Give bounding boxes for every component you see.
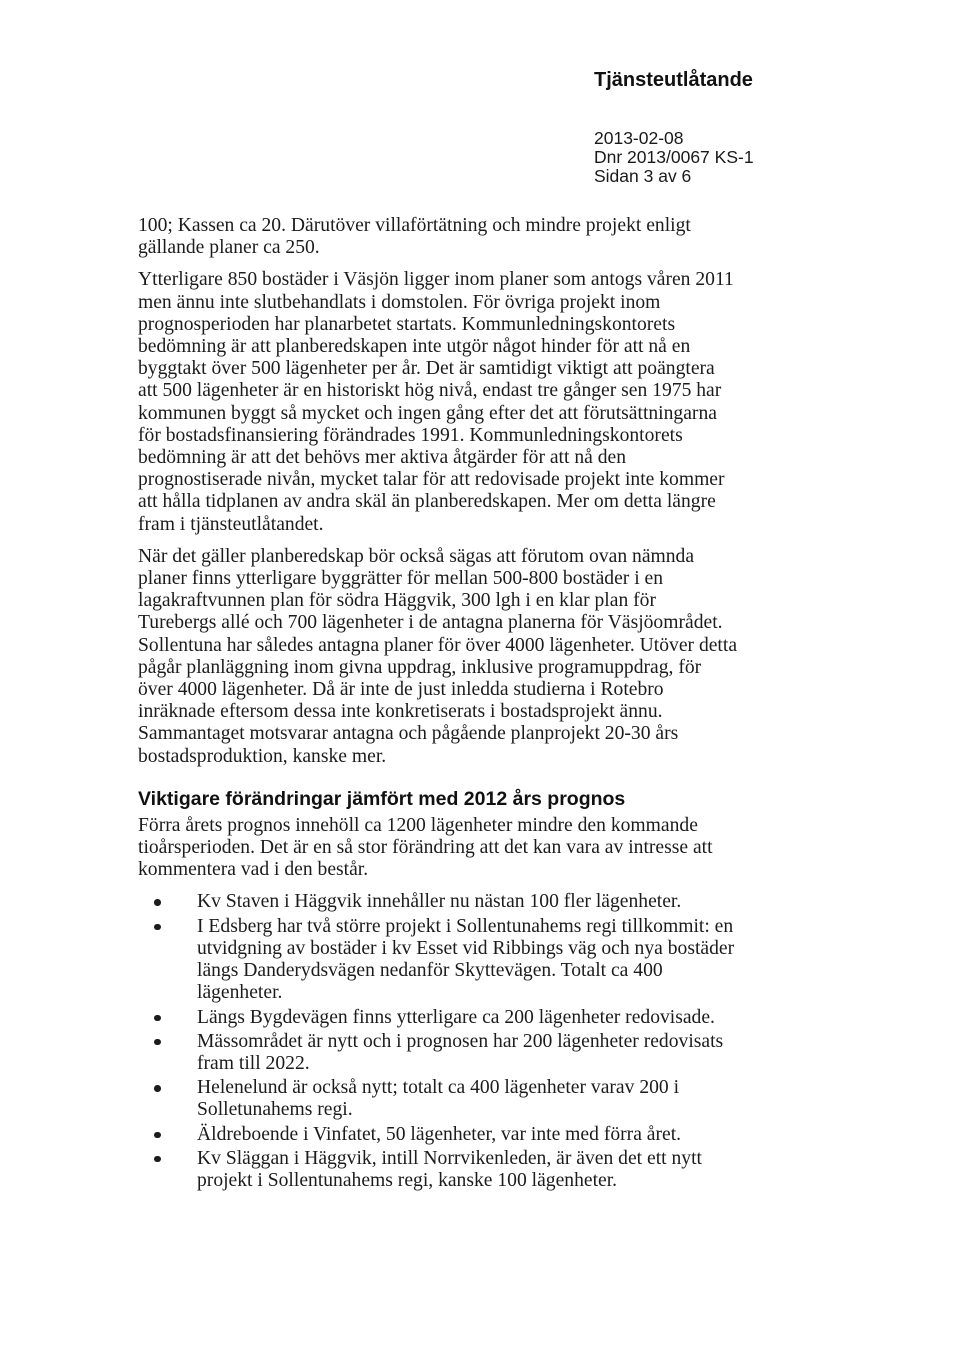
text-line: att 500 lägenheter är en historiskt hög nivå, endast tre gånger sen 1975 har	[138, 380, 722, 402]
text-line: prognostiserade nivån, mycket talar för att redovisade projekt inte kommer	[138, 469, 725, 491]
text-line: Mässområdet är nytt och i prognosen har 200 lägenheter redovisats	[197, 1030, 724, 1052]
text-line: fram till 2022.	[197, 1052, 310, 1074]
text-line: tioårsperioden. Det är en så stor förändring att det kan vara av intresse att	[138, 837, 713, 859]
text-line: I Edsberg har två större projekt i Sollentunahems regi tillkommit: en	[197, 915, 734, 937]
bullet-icon	[154, 1015, 161, 1022]
paragraph	[138, 215, 938, 259]
list-item	[138, 1007, 938, 1029]
text-line: planer finns ytterligare byggrätter för mellan 500-800 bostäder i en	[138, 568, 664, 590]
list-item	[138, 1148, 938, 1192]
text-line: lagakraftvunnen plan för södra Häggvik, 300 lgh i en klar plan för	[138, 590, 656, 612]
text-line: fram i tjänsteutlåtandet.	[138, 513, 324, 535]
paragraph	[138, 546, 938, 768]
text-line: prognosperioden har planarbetet startats. Kommunledningskontorets	[138, 313, 676, 335]
paragraph	[138, 269, 938, 535]
text-line: Kv Släggan i Häggvik, intill Norrvikenleden, är även det ett nytt	[197, 1147, 702, 1169]
section-intro	[138, 815, 938, 882]
section-heading: Viktigare förändringar jämfört med 2012 års prognos	[138, 787, 626, 810]
text-line: att hålla tidplanen av andra skäl än planberedskapen. Mer om detta längre	[138, 491, 716, 513]
list-item	[138, 891, 938, 913]
page-number: Sidan 3 av 6	[594, 166, 692, 186]
document-date: 2013-02-08	[594, 128, 684, 148]
text-line: Sollentuna har således antagna planer för över 4000 lägenheter. Utöver detta	[138, 634, 738, 656]
text-line: bostadsproduktion, kanske mer.	[138, 745, 387, 767]
bullet-list	[138, 891, 938, 1192]
document-type-title: Tjänsteutlåtande	[594, 69, 753, 91]
text-line: Helenelund är också nytt; totalt ca 400 lägenheter varav 200 i	[197, 1077, 680, 1099]
text-line: utvidgning av bostäder i kv Esset vid Ribbings väg och nya bostäder	[197, 937, 735, 959]
text-line: Kv Staven i Häggvik innehåller nu nästan 100 fler lägenheter.	[197, 891, 682, 913]
text-line: bedömning är att det behövs mer aktiva åtgärder för att nå den	[138, 447, 627, 469]
text-line: kommentera vad i den består.	[138, 859, 369, 881]
bullet-icon	[154, 1132, 161, 1139]
list-item	[138, 916, 938, 1005]
bullet-icon	[154, 1085, 161, 1092]
text-line: Sammantaget motsvarar antagna och pågående planprojekt 20-30 års	[138, 723, 679, 745]
document-meta	[594, 129, 754, 186]
text-line: inräknade eftersom dessa inte konkretiserats i bostadsprojekt ännu.	[138, 701, 663, 723]
bullet-icon	[154, 1039, 161, 1046]
document-reference: Dnr 2013/0067 KS-1	[594, 147, 754, 167]
bullet-icon	[154, 1156, 161, 1163]
text-line: Längs Bygdevägen finns ytterligare ca 200 lägenheter redovisade.	[197, 1006, 715, 1028]
text-line: 100; Kassen ca 20. Därutöver villaförtätning och mindre projekt enligt	[138, 215, 691, 236]
text-line: längs Danderydsvägen nedanför Skyttevägen. Totalt ca 400	[197, 960, 663, 982]
text-line: över 4000 lägenheter. Då är inte de just inledda studierna i Rotebro	[138, 679, 664, 701]
list-item	[138, 1031, 938, 1075]
text-line: Äldreboende i Vinfatet, 50 lägenheter, var inte med förra året.	[197, 1123, 682, 1145]
text-line: lägenheter.	[197, 982, 283, 1004]
text-line: Förra årets prognos innehöll ca 1200 lägenheter mindre den kommande	[138, 814, 698, 836]
text-line: projekt i Sollentunahems regi, kanske 100 lägenheter.	[197, 1169, 618, 1191]
text-line: Turebergs allé och 700 lägenheter i de antagna planerna för Väsjöområdet.	[138, 612, 723, 634]
text-line: bedömning är att planberedskapen inte utgör något hinder för att nå en	[138, 336, 691, 358]
list-item	[138, 1077, 938, 1121]
text-line: pågår planläggning inom givna uppdrag, inklusive programuppdrag, för	[138, 656, 702, 678]
text-line: kommunen byggt så mycket och ingen gång efter det att förutsättningarna	[138, 402, 717, 424]
bullet-icon	[154, 924, 161, 931]
text-line: men ännu inte slutbehandlats i domstolen. För övriga projekt inom	[138, 291, 661, 313]
text-line: Solletunahems regi.	[197, 1099, 353, 1121]
text-line: för bostadsfinansiering förändrades 1991. Kommunledningskontorets	[138, 424, 683, 446]
text-line: När det gäller planberedskap bör också sägas att förutom ovan nämnda	[138, 545, 695, 567]
text-line: Ytterligare 850 bostäder i Väsjön ligger inom planer som antogs våren 2011	[138, 269, 734, 291]
bullet-icon	[154, 899, 161, 906]
list-item	[138, 1124, 938, 1146]
document-body	[138, 215, 938, 1194]
text-line: gällande planer ca 250.	[138, 237, 320, 259]
text-line: byggtakt över 500 lägenheter per år. Det är samtidigt viktigt att poängtera	[138, 358, 715, 380]
